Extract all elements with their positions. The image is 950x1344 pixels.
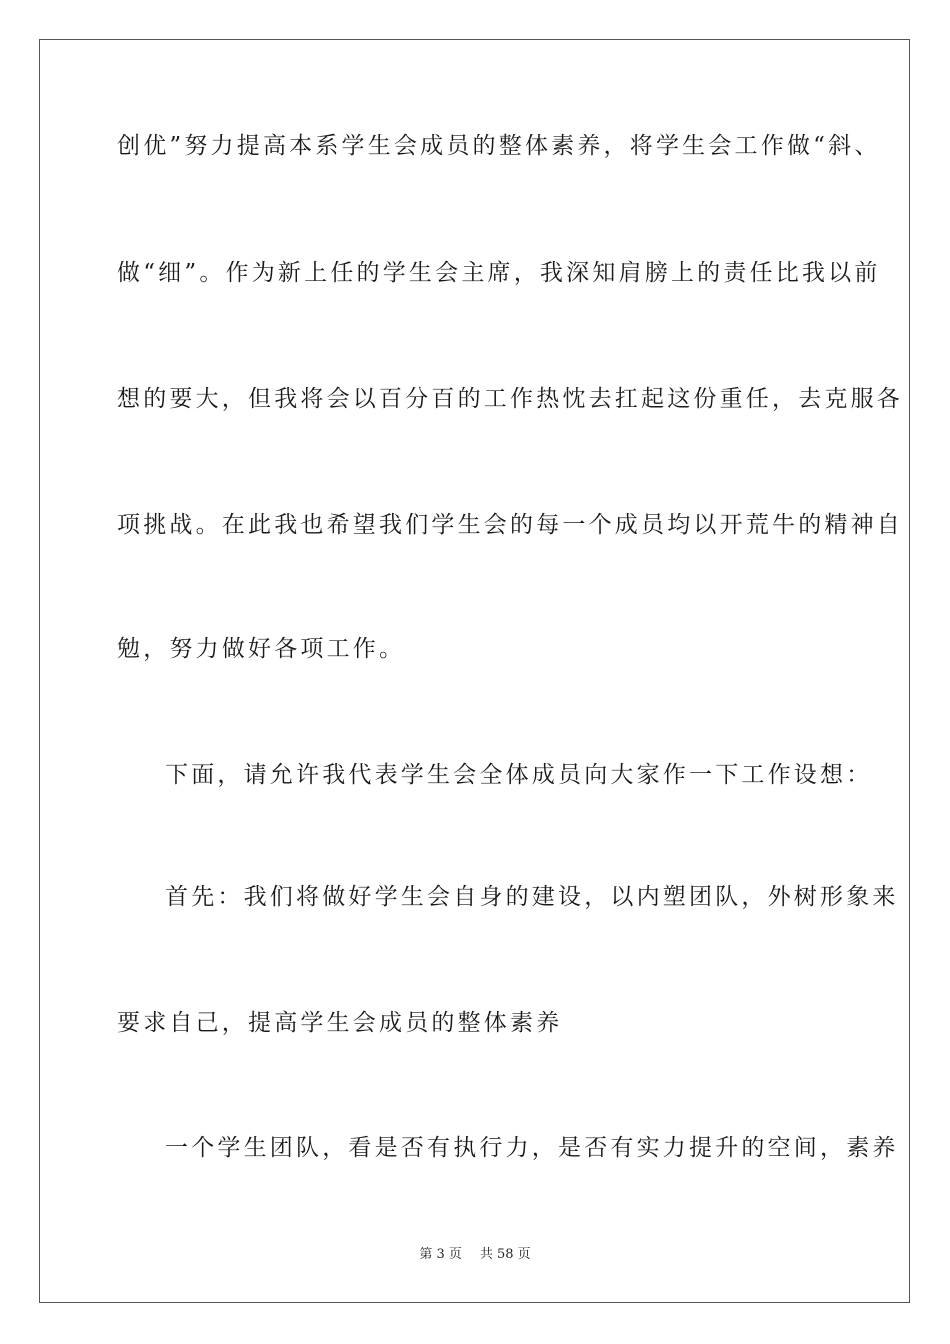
page-border xyxy=(39,39,910,1303)
body-text-line: 一个学生团队，看是否有执行力，是否有实力提升的空间，素养 xyxy=(165,1135,899,1161)
body-text-line: 做“细”。作为新上任的学生会主席，我深知肩膀上的责任比我以前 xyxy=(117,260,881,286)
body-text-line: 想的要大，但我将会以百分百的工作热忱去扛起这份重任，去克服各 xyxy=(117,386,903,412)
page-number: 第 3 页 xyxy=(419,1247,462,1262)
page-footer xyxy=(0,1243,950,1262)
body-text-line: 下面，请允许我代表学生会全体成员向大家作一下工作设想： xyxy=(165,762,873,788)
body-text-line: 创优”努力提高本系学生会成员的整体素养，将学生会工作做“斜、 xyxy=(117,133,881,159)
page-total: 共 58 页 xyxy=(479,1247,531,1262)
body-text-line: 要求自己，提高学生会成员的整体素养 xyxy=(117,1010,563,1036)
body-text-line: 项挑战。在此我也希望我们学生会的每一个成员均以开荒牛的精神自 xyxy=(117,512,903,538)
body-text-line: 首先：我们将做好学生会自身的建设，以内塑团队，外树形象来 xyxy=(165,884,899,910)
body-text-line: 勉，努力做好各项工作。 xyxy=(117,636,406,662)
